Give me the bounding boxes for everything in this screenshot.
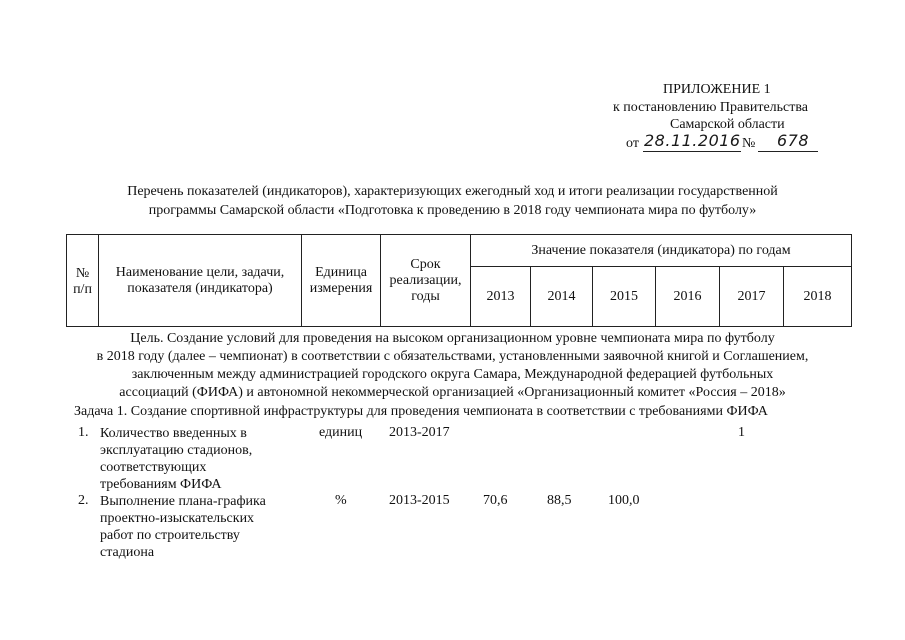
appendix-date-prefix: от — [626, 136, 639, 151]
row-value-2014: 88,5 — [547, 493, 572, 508]
appendix-number-prefix: № — [742, 136, 756, 151]
header-year-2018: 2018 — [803, 289, 832, 304]
row-value-2013: 70,6 — [483, 493, 508, 508]
number-underline — [758, 151, 818, 152]
row-num: 1. — [78, 425, 89, 440]
appendix-decree-line: к постановлению Правительства — [613, 100, 809, 115]
header-year-2014: 2014 — [547, 289, 576, 304]
handwritten-number: 678 — [777, 131, 810, 150]
header-num: № п/п — [73, 266, 92, 297]
appendix-title: ПРИЛОЖЕНИЕ 1 — [663, 82, 771, 97]
document-title-line1: Перечень показателей (индикаторов), характеризующих ежегодный ход и итоги реализации государственной — [127, 184, 778, 199]
row-term: 2013-2017 — [389, 425, 450, 440]
task-1-heading: Задача 1. Создание спортивной инфраструктуры для проведения чемпионата в соответствии с требованиями ФИФА — [74, 404, 768, 419]
header-name: Наименование цели, задачи, показателя (индикатора) — [115, 265, 285, 296]
row-unit: % — [335, 493, 347, 508]
row-value-2015: 100,0 — [608, 493, 640, 508]
date-underline — [643, 151, 741, 152]
row-name: Количество введенных в эксплуатацию стадионов, соответствующих требованиям ФИФА — [100, 426, 253, 492]
document-title-line2: программы Самарской области «Подготовка к проведению в 2018 году чемпионата мира по футболу» — [148, 203, 757, 218]
header-year-2013: 2013 — [486, 289, 515, 304]
appendix-region-line: Самарской области — [670, 117, 785, 132]
header-year-2015: 2015 — [610, 289, 638, 304]
header-year-2016: 2016 — [673, 289, 702, 304]
header-year-2017: 2017 — [737, 289, 766, 304]
row-name: Выполнение плана-графика проектно-изыскательских работ по строительству стадиона — [100, 494, 266, 560]
row-value-2017: 1 — [738, 425, 745, 440]
handwritten-date: 28.11.2016 — [644, 131, 741, 150]
header-values-group: Значение показателя (индикатора) по годам — [531, 243, 791, 258]
header-term: Срок реализации, годы — [389, 257, 462, 304]
row-unit: единиц — [319, 425, 363, 440]
row-num: 2. — [78, 493, 89, 508]
row-term: 2013-2015 — [389, 493, 450, 508]
header-unit: Единица измерения — [309, 265, 373, 296]
